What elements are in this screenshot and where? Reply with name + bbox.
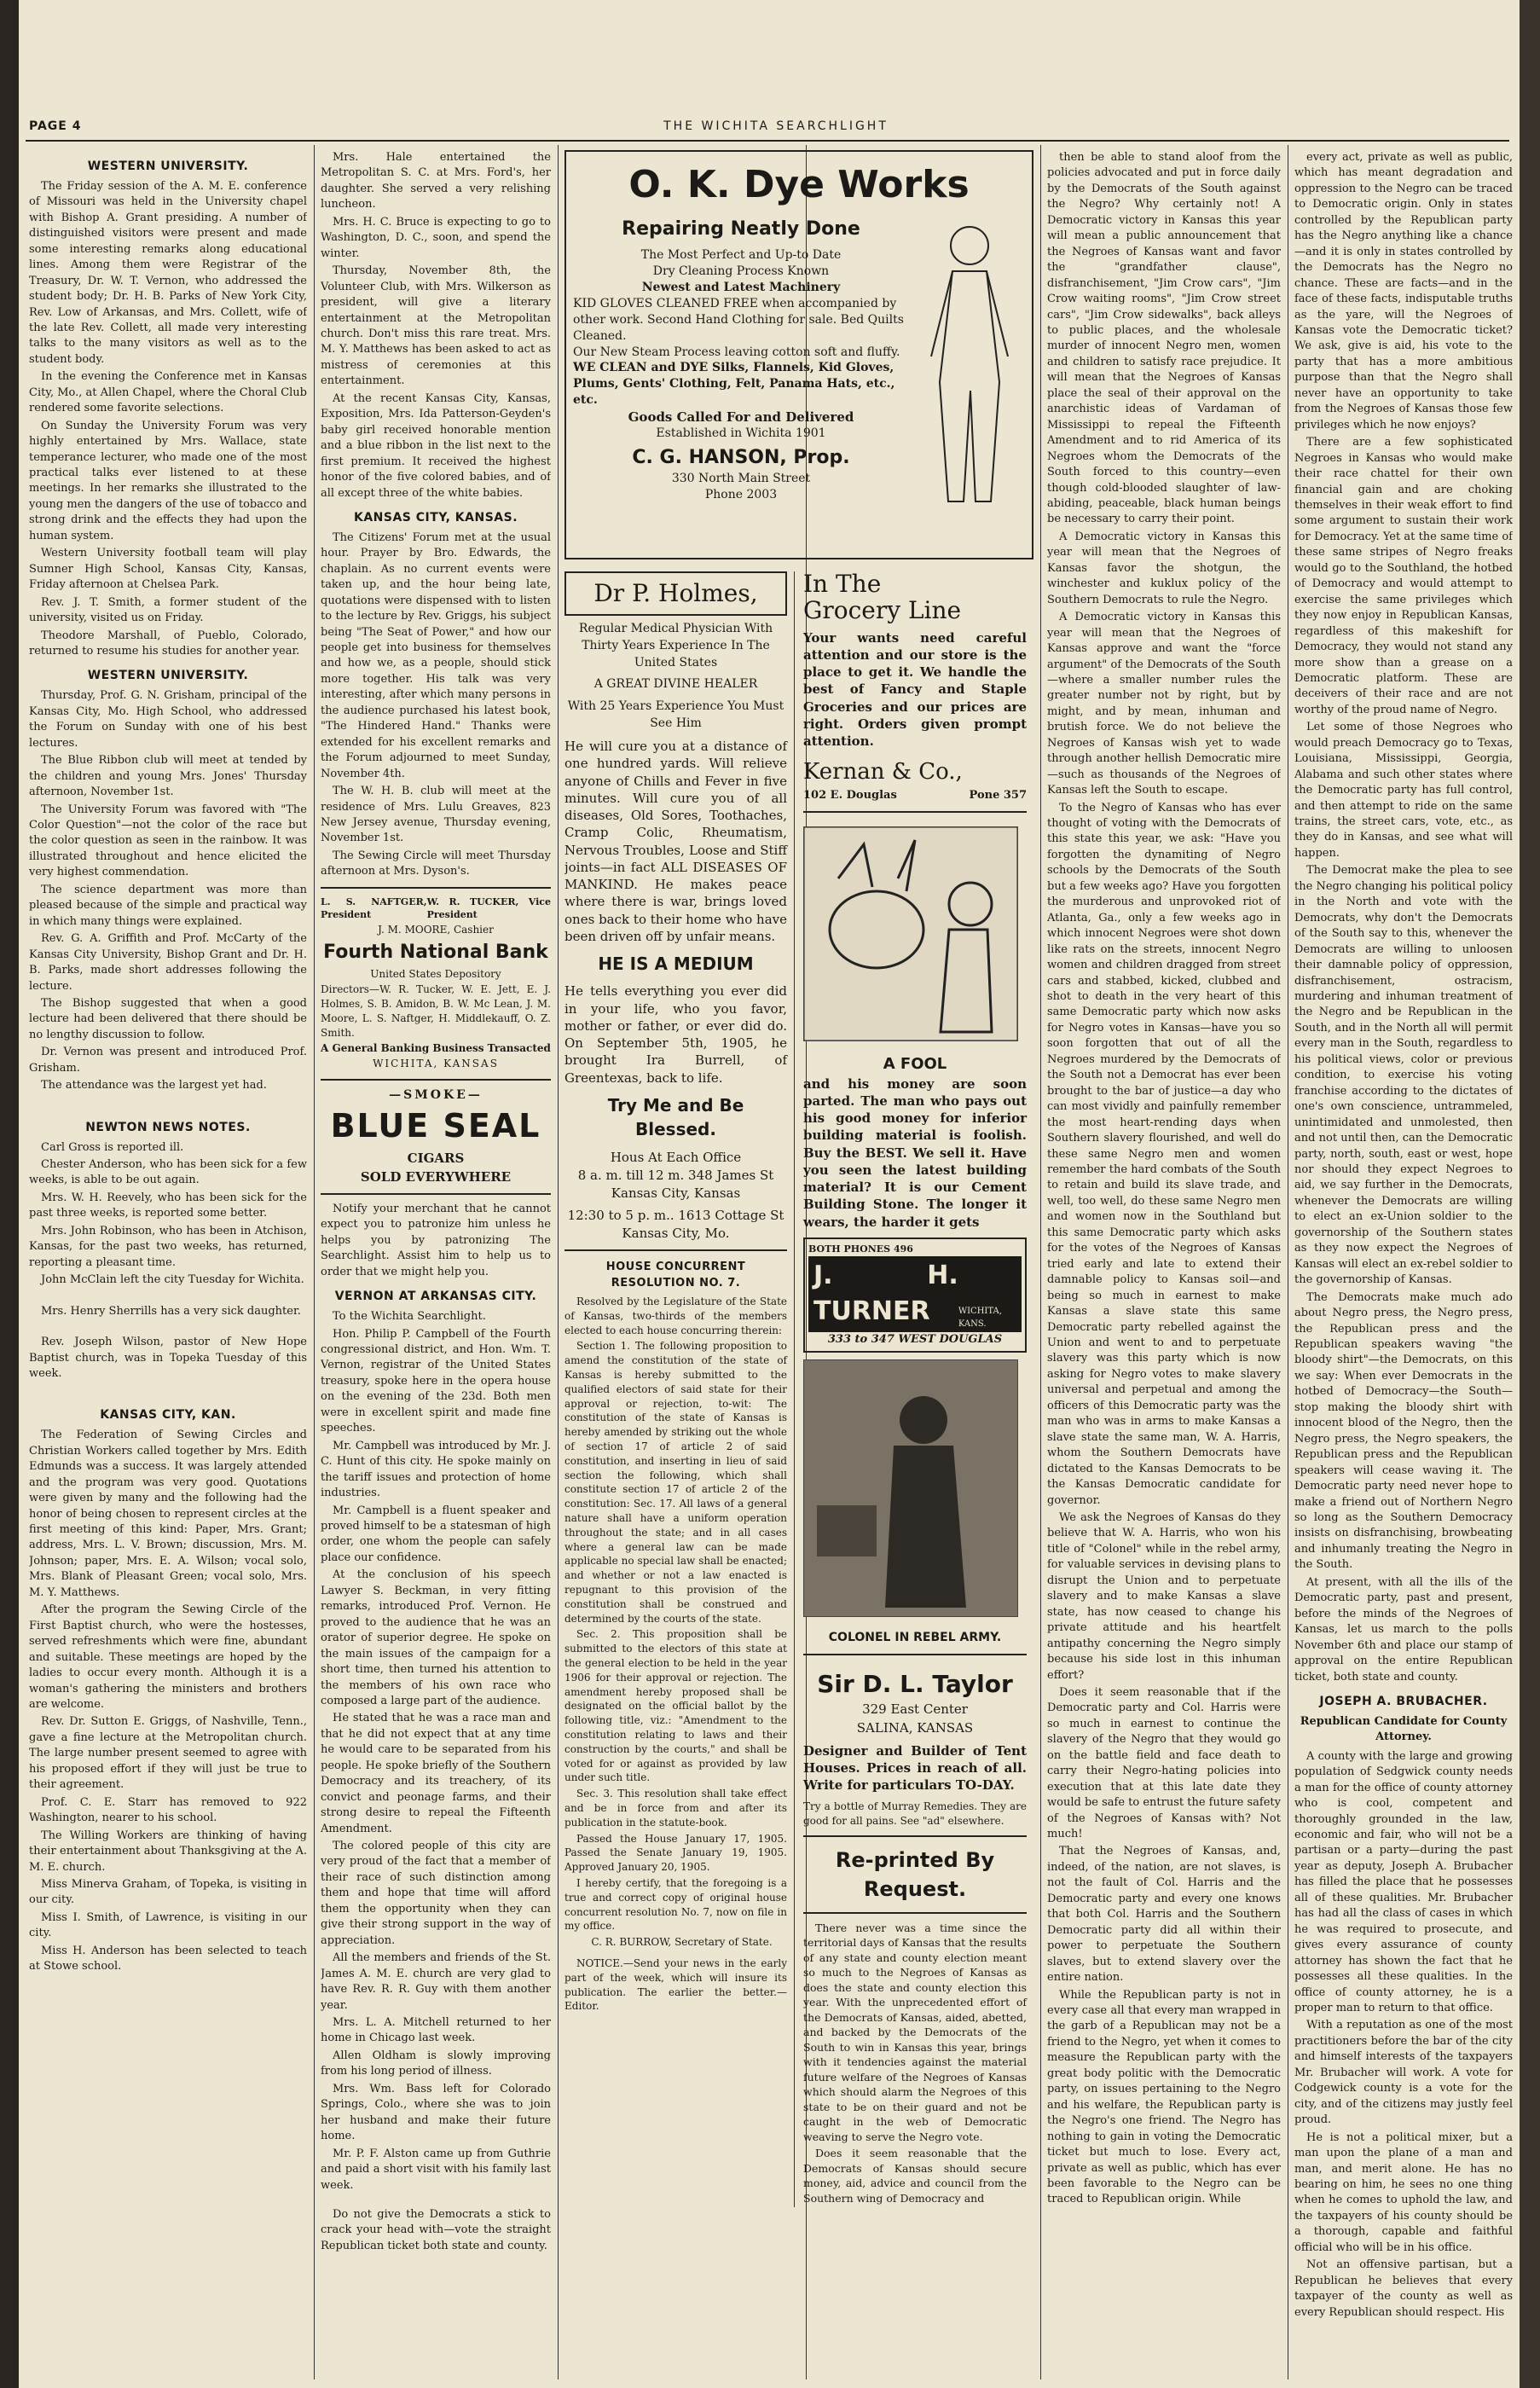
paragraph: Mrs. W. H. Reevely, who has been sick for the past three weeks, is reported some better. bbox=[29, 1191, 307, 1220]
reprinted-headline: Re-printed By Request. bbox=[835, 1847, 995, 1901]
paragraph: While the Republican party is not in every case all that every man wrapped in the garb of a Republican may not be a friend to the Negro, yet when it comes to measure the Republican party with the great body politic with the Democratic party, on issues pertaining to the Negro and his welfare, the Republican party is the Negro's one friend. The Negro has nothing to gain in voting the Democratic ticket but much to lose. Every act, private as well as public, which has ever been favorable to the Negro can be traced to Republican origin. While bbox=[1047, 1988, 1281, 2206]
holmes-line: Regular Medical Physician With Thirty Years Experience In The United States bbox=[578, 621, 773, 669]
paragraph: Thursday, Prof. G. N. Grisham, principal of the Kansas City, Mo. High School, who addressed the Forum on Sunday with one of his best lectures. bbox=[29, 689, 307, 750]
paragraph: Mrs. John Robinson, who has been in Atchison, Kansas, for the past two weeks, has returned, reporting a pleasant time. bbox=[29, 1224, 307, 1269]
page-number: PAGE 4 bbox=[29, 119, 82, 133]
column-rule bbox=[314, 145, 315, 2379]
colonel-caption: COLONEL IN REBEL ARMY. bbox=[828, 1630, 1002, 1644]
paragraph: He stated that he was a race man and that he did not expect that at any time he would care to be separated from his people. He spoke briefly of the Southern Democracy and its treachery, of its convict and peonage farms, and their strong desire to repeal the Fifteenth Amendment. bbox=[321, 1712, 551, 1835]
paragraph: Allen Oldham is slowly improving from his long period of illness. bbox=[321, 2049, 551, 2078]
paragraph: Does it seem reasonable that the Democrats of Kansas should secure money, aid, advice and council from the Southern wing of Democracy and bbox=[803, 2147, 1027, 2205]
headline: VERNON AT ARKANSAS CITY. bbox=[334, 1290, 537, 1304]
paragraph: Mr. Campbell was introduced by Mr. J. C. Hunt of this city. He spoke mainly on the tariff issues and protection of home industries. bbox=[321, 1439, 551, 1500]
dye-line: KID GLOVES CLEANED FREE when accompanied by other work. Second Hand Clothing for sale. Bed Quilts Cleaned. bbox=[573, 296, 904, 343]
scan-edge-right bbox=[1520, 0, 1540, 2388]
dye-address: 330 North Main Street bbox=[671, 471, 811, 485]
holmes-name: Dr P. Holmes, bbox=[593, 579, 758, 607]
separator bbox=[803, 1654, 1027, 1655]
column-rule bbox=[558, 145, 559, 2379]
paragraph: That the Negroes of Kansas, and, indeed, of the nation, are not slaves, is not the fault of Col. Harris and the Democratic party and every one knows that both Col. Harris and the Southern Democratic party did all within their power to perpetuate the Southern slaves, but to extend slavery over the entire nation. bbox=[1047, 1845, 1281, 1985]
column-1 bbox=[29, 150, 307, 2376]
paragraph: Does it seem reasonable that if the Democratic party and Col. Harris were so much in earnest to continue the slavery of the Negro that they would go on the battle field and face death to carry their Negro-hating policies into execution that at this late date they would be safe to entrust the future safety of the Negroes of Kansas with? Not much! bbox=[1047, 1685, 1281, 1841]
column-2 bbox=[321, 150, 551, 2376]
paragraph: John McClain left the city Tuesday for Wichita. bbox=[41, 1273, 304, 1287]
paragraph: Miss Minerva Graham, of Topeka, is visiting in our city. bbox=[29, 1878, 307, 1907]
paragraph: At the recent Kansas City, Kansas, Exposition, Mrs. Ida Patterson-Geyden's baby girl received honorable mention and a blue ribbon in the list next to the first premium. It received the highest honor of the five colored babies, and of all except three of the white babies. bbox=[321, 391, 551, 500]
bank-president: L. S. NAFTGER, President bbox=[321, 896, 427, 921]
turner-ad bbox=[803, 1237, 1027, 1353]
taylor-address: SALINA, KANSAS bbox=[856, 1719, 974, 1736]
holmes-line: 8 a. m. till 12 m. 348 James St Kansas City, Kansas bbox=[577, 1167, 774, 1202]
colonel-portrait bbox=[803, 1359, 1018, 1617]
paragraph: The Friday session of the A. M. E. conference of Missouri was held in the University chapel with Bishop A. Grant presiding. A number of distinguished visitors were present and made some interesting remarks along educational lines. Among them were Registrar of the Treasury, Dr. W. T. Vernon, who addressed the student body; Dr. H. B. Parks of New York City, Rev. Low of Arkansas, and Mrs. Collett, wife of the late Rev. Collett, all made very interesting talks to the many visitors as well as to the student body. bbox=[29, 179, 307, 366]
separator bbox=[321, 1193, 551, 1195]
paragraph: Notify your merchant that he cannot expect you to patronize him unless he helps you by patronizing The Searchlight. Assist him to help us to order that we might help you. bbox=[321, 1202, 551, 1278]
paragraph: The Citizens' Forum met at the usual hour. Prayer by Bro. Edwards, the chaplain. As no current events were taken up, and the hour being late, quotations were dispensed with to listen to the lecture by Rev. Griggs, his subject being "The Seat of Power," and how our people get into business for themselves and how we, as a people, should stick more together. His talk was very interesting, after which many persons in the audience purchased his latest book, "The Hindered Hand." Thanks were extended for his excellent remarks and the Forum adjourned to meet Sunday, November 4th. bbox=[321, 530, 551, 780]
grocery-body: Your wants need careful attention and our store is the place to get it. We handle the best of Fancy and Staple Groceries and our prices are right. Orders given prompt attention. bbox=[803, 629, 1027, 750]
dye-line: Established in Wichita 1901 bbox=[656, 426, 826, 441]
paragraph: On Sunday the University Forum was very highly entertained by Mrs. Wallace, state temperance lecturer, who made one of the most practical talks ever listened to at these meetings. In her remarks she illustrated to the young men the dangers of the use of tobacco and strong drink and the effects they had upon the human system. bbox=[29, 419, 307, 542]
dye-works-title: O. K. Dye Works bbox=[628, 163, 970, 206]
page-header bbox=[26, 116, 1509, 142]
turner-name: J. H. TURNER bbox=[813, 1260, 958, 1327]
paragraph: Western University football team will play Sumner High School, Kansas City, Kansas, Friday afternoon at Chelsea Park. bbox=[29, 547, 307, 592]
masthead: THE WICHITA SEARCHLIGHT bbox=[663, 119, 889, 133]
dye-line: Goods Called For and Delivered bbox=[628, 409, 854, 426]
smoke-label: —SMOKE— bbox=[389, 1087, 483, 1102]
paragraph: Section 1. The following proposition to amend the constitution of the state of Kansas is hereby submitted to the qualified electors of said state for their approval or rejection, to-wit: The constitution of the state of Kansas is hereby amended by striking out the whole of section 17 of article 2 of said constitution, and inserting in lieu of said section the following, which shall constitute section 17 of article 2 of the constitution: Sec. 17. All laws of a general nature shall have a uniform operation throughout the state; and in all cases where a general law can be made applicable no special law shall be enacted; and whether or not a law enacted is repugnant to this provision of the constitution shall be construed and determined by the courts of the state. bbox=[564, 1340, 787, 1625]
dye-repair: Repairing Neatly Done bbox=[622, 218, 860, 241]
turner-phone: BOTH PHONES 496 bbox=[808, 1243, 913, 1255]
holmes-line: With 25 Years Experience You Must See Him bbox=[567, 699, 784, 731]
separator bbox=[321, 887, 551, 889]
paragraph: Mrs. L. A. Mitchell returned to her home in Chicago last week. bbox=[321, 2016, 551, 2045]
paragraph: Sec. 2. This proposition shall be submitted to the electors of this state at the general election to be held in the year 1906 for their approval or rejection. The amendment hereby proposed shall be designated on the official ballot by the following title, viz.: "Amendment to the constitution relating to laws and their construction by the courts," and shall be voted for or against as provided by law under such title. bbox=[564, 1628, 787, 1784]
paragraph: The science department was more than pleased because of the simple and practical way in which many things were explained. bbox=[29, 883, 307, 928]
paragraph: Thursday, November 8th, the Volunteer Club, with Mrs. Wilkerson as president, will give a literary entertainment at the Metropolitan church. Don't miss this rare treat. Mrs. M. Y. Matthews has been asked to act as mistress of ceremonies at this entertainment. bbox=[321, 264, 551, 388]
paragraph: Mrs. Hale entertained the Metropolitan S. C. at Mrs. Ford's, her daughter. She served a very relishing luncheon. bbox=[321, 151, 551, 212]
paragraph: The Willing Workers are thinking of having their entertainment about Thanksgiving at the A. M. E. church. bbox=[29, 1829, 307, 1874]
headline: KANSAS CITY, KANSAS. bbox=[353, 510, 518, 525]
paragraph: To the Negro of Kansas who has ever thought of voting with the Democrats of this state this year, we ask: "Have you forgotten the dynamiting of Negro schools by the Democrats of the South but a few weeks ago? Have you forgotten the murderous and unprovoked riot of Atlanta, Ga., only a few weeks ago in which innocent Negroes were shot down like rats on the streets, innocent Negro women and children dragged from street cars and stabbed, kicked, clubbed and shot to death in the very heart of this same Democratic party which now asks for Negro votes in Kansas—have you so soon forgotten that out of all the Negroes murdered by the Democrats of the South not a Democrat has ever been brought to the bar of justice—a day who can most vividly and painfully remember the most heart-rending days when Southern slavery flourished, and well do these same Negro men and women remember the hard combats of the South to retain and build its slave trade, and well, too well, do these same Negro men and women now in the Southland but this same Democratic party which asks for the votes of the Negroes of Kansas tried early and late to extend their damnable policy to Kansas soil—and being so much in earnest to make Kansas a slave state this same Democratic party rebelled against the Union and went to and to perpetuate slavery was this party which is now asking for Negro votes to make slavery universal and perpetual and among the officers of this Democratic party was the man who was in arms to make Kansas a slave state the same man, W. A. Harris, whom the Southern Democrats have dictated to the Kansas Democrats to be the Kansas Democratic candidate for governor. bbox=[1047, 801, 1281, 1507]
paragraph: All the members and friends of the St. James A. M. E. church are very glad to have Rev. R. R. Guy with them another year. bbox=[321, 1951, 551, 2012]
paragraph: Rev. J. T. Smith, a former student of the university, visited us on Friday. bbox=[29, 595, 307, 625]
headline: NEWTON NEWS NOTES. bbox=[85, 1120, 251, 1134]
cigars-label: CIGARS bbox=[407, 1151, 465, 1167]
separator bbox=[803, 1835, 1027, 1837]
paragraph: In the evening the Conference met in Kansas City, Mo., at Allen Chapel, where the Choral Club rendered some favorite selections. bbox=[29, 370, 307, 415]
paragraph: The Federation of Sewing Circles and Christian Workers called together by Mrs. Edith Edmunds was a success. It was largely attended and the program was very good. Quotations were given by many and the following had the honor of being chosen to represent circles at the first meeting of this kind: Paper, Mrs. Grant; address, Mrs. L. V. Brown; discussion, Mrs. M. Johnson; paper, Mrs. E. A. Wilson; vocal solo, Mrs. Blank of Pleasant Green; vocal solo, Mrs. M. Y. Matthews. bbox=[29, 1429, 307, 1599]
paragraph: Prof. C. E. Starr has removed to 922 Washington, nearer to his school. bbox=[29, 1795, 307, 1825]
paragraph: There are a few sophisticated Negroes in Kansas who would make their race chattel for their own financial gain and are choking themselves in their weak effort to find some argument to sustain their work for Democracy. Yet at the same time of these same stripes of Negro freaks would go to the Southland, the hotbed of Democracy and would attempt to exercise the same privileges which they now enjoy in Republican Kansas, regardless of this makeshift for Democracy, they would not stand any more show than a grease on a Democratic platform. These are deceivers of their race and are not worthy of the proud name of Negro. bbox=[1294, 436, 1513, 716]
separator bbox=[564, 1249, 787, 1251]
paragraph: To the Wichita Searchlight. bbox=[333, 1310, 486, 1324]
holmes-try: Try Me and Be Blessed. bbox=[607, 1094, 744, 1140]
paragraph: Miss H. Anderson has been selected to teach at Stowe school. bbox=[29, 1944, 307, 1974]
gentleman-illustration bbox=[914, 212, 1025, 519]
paragraph: Chester Anderson, who has been sick for a few weeks, is able to be out again. bbox=[29, 1158, 307, 1187]
paragraph: A Democratic victory in Kansas this year will mean that the Negroes of Kansas favor the shotgun, the winchester and kuklux policy of the Southern Democrats to rule the Negro. bbox=[1047, 530, 1281, 606]
fool-caption: A FOOL bbox=[883, 1055, 947, 1074]
paragraph: The Bishop suggested that when a good lecture had been delivered that there should be no lengthy discussion to follow. bbox=[29, 996, 307, 1041]
paragraph: There never was a time since the territorial days of Kansas that the results of any state and county election meant so much to the Negroes of Kansas as does the state and county election this year. With the unprecedented effort of the Democrats of Kansas, aided, abetted, and backed by the Democrats of the South to win in Kansas this year, brings with it tendencies against the material future welfare of the Negroes of Kansas which should alarm the Negroes of this state to be on their guard and not be caught in the web of Democratic weaving to serve the Negro vote. bbox=[803, 1921, 1027, 2143]
paragraph: At the conclusion of his speech Lawyer S. Beckman, in very fitting remarks, introduced Prof. Vernon. He proved to the audience that he was an orator of superior degree. He spoke on the main issues of the campaign for a short time, then turned his attention to the members of his own race who composed a large part of the audience. bbox=[321, 1568, 551, 1707]
paragraph: Not an offensive partisan, but a Republican he believes that every taxpayer of the county as well as every Republican should respect. His bbox=[1294, 2258, 1513, 2319]
paragraph: At present, with all the ills of the Democratic party, past and present, before the minds of the Negroes of Kansas, let us march to the polls November 6th and place our stamp of approval on the entire Republican ticket, both state and county. bbox=[1294, 1575, 1513, 1684]
paragraph: Let some of those Negroes who would preach Democracy go to Texas, Louisiana, Mississippi, Georgia, Alabama and such other states where the Democratic party has full control, and then attempt to ride on the same trains, the street cars, vote, etc., as they do in Kansas, and see what will happen. bbox=[1294, 721, 1513, 860]
holmes-line: A GREAT DIVINE HEALER bbox=[593, 677, 758, 692]
paragraph: Mrs. Henry Sherrills has a very sick daughter. bbox=[41, 1304, 301, 1318]
grocery-title: Grocery Line bbox=[803, 595, 962, 624]
separator bbox=[803, 811, 1027, 813]
column-3 bbox=[564, 150, 1033, 2376]
bank-general: A General Banking Business Transacted bbox=[321, 1042, 551, 1055]
holmes-line: He will cure you at a distance of one hundred yards. Will relieve anyone of Chills and Fever in five minutes. Will cure you of all diseases, Old Sores, Toothaches, Cramp Colic, Rheumatism, Nervous Troubles, Loose and Stiff joints—in fact ALL DISEASES OF MANKIND. He makes peace where there is war, brings loved ones back to their home who have been driven off by unfair means. bbox=[564, 739, 787, 944]
paragraph: A county with the large and growing population of Sedgwick county needs a man for the office of county attorney who is cool, competent and thoroughly grounded in the law, economic and fair, who will not be a partisan or a party—during the past year as deputy, Joseph A. Brubacher has filled the place that he possesses all of these qualities. Mr. Brubacher has had all the class of cases in which he was required to prosecute, and gives every assurance of county attorney has shown the fact that he possesses all these qualities. In the office of county attorney, he is a proper man to return to that office. bbox=[1294, 1749, 1513, 2014]
paragraph: The Democrats make much ado about Negro press, the Negro press, the Republican press and the Republican speakers waving "the bloody shirt"—the Democrats, on this we say: When ever Democrats in the hotbed of Democracy—the South—stop making the bloody shirt with innocent blood of the Negro, then the Negro press, the Negro speakers, the Republican press and the Republican speakers will cease waving it. The Democratic party need never hope to make a friend out of Northern Negro so long as the Southern Democracy insists on disfranchising, browbeating and inhumanly treating the Negro in the South. bbox=[1294, 1290, 1513, 1572]
paragraph: The Democrat make the plea to see the Negro changing his political policy in the North and vote with the Democrats, why don't the Democrats of the South say to this, whenever the Democrats are willing to unloosen their damnable policy of oppression, disfranchisement, ostracism, murdering and inhuman treatment of the Negro and be Republican in the South, and in the North all will permit every man in the South, regardless to his political views, color or previous condition, to exercise his voting franchise according to the dictates of one's own conscience, untrammeled, unintimidated and unmolested, then and not until then, can the Democratic party, north, south, east or west, hope nor should they expect Negroes to aid, we say further in the Democrats, whenever the Democrats are willing to elect an ex-Union soldier to the governorship of the Southern states as they now expect the Negroes of Kansas will elect an ex-rebel soldier to the governorship of Kansas. bbox=[1294, 864, 1513, 1287]
paragraph: Resolved by the Legislature of the State of Kansas, two-thirds of the members elected to each house concurring therein: bbox=[564, 1295, 787, 1336]
paragraph: He is not a political mixer, but a man upon the plane of a man and man, and merit alone. He has no bearing on him, he sees no one thing when he comes to uphold the law, and the taxpayers of his county should be a thorough, capable and faithful official who will be in his office. bbox=[1294, 2130, 1513, 2254]
paragraph: then be able to stand aloof from the policies advocated and put in force daily by the Democrats of the South against the Negro? Why certainly not! A Democratic victory in Kansas this year will mean a public announcement that the Negroes of Kansas want and favor the "grandfather clause", disfranchisement, "Jim Crow cars", "Jim Crow waiting rooms", "Jim Crow street cars", "Jim Crow sidewalks", back alleys to public places, and the wholesale murder of innocent Negro men, women and children to satisfy race prejudice. It will mean that the Negroes of Kansas place the seal of their approval on the anarchistic ideas of Vardaman of Mississippi to repeal the Fifteenth Amendment and to rid America of its Negroes whom the Democrats of the South forced to this country—even though cold-blooded slaughter of law-abiding, peaceable, black human beings be necessary to carry their point. bbox=[1047, 151, 1281, 526]
dye-line: WE CLEAN and DYE Silks, Flannels, Kid Gloves, Plums, Gents' Clothing, Felt, Panama Hats, etc., etc. bbox=[573, 361, 895, 408]
paragraph: The Blue Ribbon club will meet at tended by the children and young Mrs. Jones' Thursday afternoon, November 1st. bbox=[29, 754, 307, 799]
sold-label: SOLD EVERYWHERE bbox=[360, 1168, 512, 1185]
paragraph: Passed the House January 17, 1905. Passed the Senate January 19, 1905. Approved January 20, 1905. bbox=[564, 1832, 787, 1874]
separator bbox=[321, 1079, 551, 1081]
paragraph: The W. H. B. club will meet at the residence of Mrs. Lulu Greaves, 823 New Jersey avenue, Thursday evening, November 1st. bbox=[321, 785, 551, 845]
grocery-address: 102 E. Douglas bbox=[803, 789, 897, 803]
paragraph: Mrs. Wm. Bass left for Colorado Springs, Colo., where she was to join her husband and make their future home. bbox=[321, 2082, 551, 2143]
headline: WESTERN UNIVERSITY. bbox=[87, 669, 249, 683]
bank-city: WICHITA, KANSAS bbox=[373, 1058, 499, 1070]
paragraph: The attendance was the largest yet had. bbox=[41, 1079, 267, 1093]
notice: NOTICE.—Send your news in the early part of the week, which will insure its publication. The earlier the better.—Editor. bbox=[564, 1956, 787, 2013]
headline: HOUSE CONCURRENT RESOLUTION NO. 7. bbox=[605, 1261, 746, 1290]
holmes-hours: Hous At Each Office bbox=[610, 1149, 742, 1165]
paragraph: Carl Gross is reported ill. bbox=[41, 1140, 184, 1154]
bank-ad bbox=[321, 896, 551, 1072]
taylor-address: 329 East Center bbox=[862, 1701, 968, 1718]
headline: WESTERN UNIVERSITY. bbox=[87, 159, 249, 173]
grocery-phone: Pone 357 bbox=[969, 789, 1027, 803]
scan-edge-left bbox=[0, 0, 19, 2388]
taylor-body: Designer and Builder of Tent Houses. Prices in reach of all. Write for particulars TO-DAY. bbox=[803, 1742, 1027, 1794]
paragraph: We ask the Negroes of Kansas do they believe that W. A. Harris, who won his title of "Colonel" while in the rebel army, for valuable services in devising plans to disrupt the Union and to perpetuate slavery and to make Kansas a slave state, has now ceased to change his private attitude and his heartfelt antipathy concerning the Negro simply because his side lost in this inhuman effort? bbox=[1047, 1510, 1281, 1682]
paragraph: Sec. 3. This resolution shall take effect and be in force from and after its publication in the statute-book. bbox=[564, 1788, 787, 1829]
holmes-line: 12:30 to 5 p. m.. 1613 Cottage St Kansas City, Mo. bbox=[567, 1207, 784, 1241]
taylor-name: Sir D. L. Taylor bbox=[817, 1669, 1013, 1698]
grocery-title: In The bbox=[803, 570, 882, 598]
fool-cartoon bbox=[803, 826, 1018, 1041]
column-5 bbox=[1047, 150, 1281, 2376]
dye-line: Dry Cleaning Process Known bbox=[652, 264, 830, 279]
dye-line: Newest and Latest Machinery bbox=[641, 280, 841, 294]
blue-seal-ad bbox=[321, 1087, 551, 1186]
murray-note: Try a bottle of Murray Remedies. They are good for all pains. See "ad" elsewhere. bbox=[803, 1800, 1027, 1827]
byline: Republican Candidate for County Attorney. bbox=[1300, 1714, 1508, 1744]
separator bbox=[803, 1912, 1027, 1914]
grocery-name: Kernan & Co., bbox=[803, 759, 963, 785]
bank-directors: Directors—W. R. Tucker, W. E. Jett, E. J. Holmes, S. B. Amidon, B. W. Mc Lean, J. M. Moore, L. S. Naftger, H. Middlekauff, O. Z. Smith. bbox=[321, 983, 551, 1040]
paragraph: Mrs. H. C. Bruce is expecting to go to Washington, D. C., soon, and spend the winter. bbox=[321, 215, 551, 260]
dye-line: Our New Steam Process leaving cotton soft and fluffy. bbox=[573, 345, 900, 359]
paragraph: The colored people of this city are very proud of the fact that a member of their race of such distinction among them and hope that time will afford them the opportunity when they can give their strong support in the way of appreciation. bbox=[321, 1840, 551, 1947]
bank-name: Fourth National Bank bbox=[323, 942, 548, 964]
column-rule bbox=[1040, 145, 1041, 2379]
paragraph: With a reputation as one of the most practitioners before the bar of the city and himself interests of the taxpayers Mr. Brubacher will work. A vote for Codgewick county is a vote for the city, and of the citizens may justly feel proud. bbox=[1294, 2019, 1513, 2127]
paragraph: Miss I. Smith, of Lawrence, is visiting in our city. bbox=[29, 1910, 307, 1940]
paragraph: Hon. Philip P. Campbell of the Fourth congressional district, and Hon. Wm. T. Vernon, registrar of the United States treasury, spoke here in the opera house on the evening of the 23d. Both men were in excellent spirit and made fine speeches. bbox=[321, 1327, 551, 1435]
turner-city: WICHITA, KANS. bbox=[958, 1307, 1002, 1329]
paragraph: Rev. G. A. Griffith and Prof. McCarty of the Kansas City University, Bishop Grant and Dr. H. B. Parks, made short addresses following the lecture. bbox=[29, 932, 307, 993]
bank-cashier: J. M. MOORE, Cashier bbox=[378, 924, 494, 936]
holmes-medium: HE IS A MEDIUM bbox=[598, 953, 754, 974]
bank-subtitle: United States Depository bbox=[370, 968, 501, 981]
paragraph: Do not give the Democrats a stick to crack your head with—vote the straight Republican ticket both state and county. bbox=[321, 2208, 551, 2252]
dye-works-ad bbox=[564, 150, 1033, 559]
paragraph: Mr. P. F. Alston came up from Guthrie and paid a short visit with his family last week. bbox=[321, 2147, 551, 2192]
dye-line: The Most Perfect and Up-to Date bbox=[640, 248, 842, 263]
dye-proprietor: C. G. HANSON, Prop. bbox=[632, 447, 850, 469]
holmes-line: He tells everything you ever did in your life, who you favor, mother or father, or ever did do. On September 5th, 1905, he brought Ira Burrell, of Greentexas, back to life. bbox=[564, 983, 787, 1086]
paragraph: Rev. Dr. Sutton E. Griggs, of Nashville, Tenn., gave a fine lecture at the Metropolitan church. The large number present seemed to agree with his proposed effort if they will just be true to their agreement. bbox=[29, 1715, 307, 1792]
paragraph: Dr. Vernon was present and introduced Prof. Grisham. bbox=[29, 1046, 307, 1075]
column-6 bbox=[1294, 150, 1513, 2376]
headline: KANSAS CITY, KAN. bbox=[100, 1408, 236, 1423]
dye-phone: Phone 2003 bbox=[704, 487, 778, 501]
fool-body: and his money are soon parted. The man who pays out his good money for inferior building material is foolish. Buy the BEST. We sell it. Have you seen the latest building material? It is our Cement Building Stone. The longer it wears, the harder it gets bbox=[803, 1075, 1027, 1230]
paragraph: Rev. Joseph Wilson, pastor of New Hope Baptist church, was in Topeka Tuesday of this week. bbox=[29, 1336, 307, 1380]
paragraph: A Democratic victory in Kansas this year will mean that the Negroes of Kansas approve and want the "force argument" of the Democrats of the South—where a smaller number rules the greater number not by right, but by might, and by mean, inhuman and brutish force. We do not believe the Negroes of Kansas wish yet to wade through another hellish Democratic mire—such as thousands of the Negroes of Kansas left the South to escape. bbox=[1047, 611, 1281, 797]
paragraph: The Sewing Circle will meet Thursday afternoon at Mrs. Dyson's. bbox=[321, 849, 551, 878]
blue-seal-title: BLUE SEAL bbox=[330, 1107, 541, 1145]
paragraph: After the program the Sewing Circle of the First Baptist church, who were the hostesses, served refreshments which were fine, abundant and suitable. These meetings are hoped by the ladies to occur every month. Although it is a woman's gathering the ministers and brothers are welcome. bbox=[29, 1603, 307, 1712]
column-4 bbox=[795, 571, 1027, 2207]
holmes-ad bbox=[564, 571, 795, 2207]
turner-address: 333 to 347 WEST DOUGLAS bbox=[827, 1332, 1003, 1346]
paragraph: Mr. Campbell is a fluent speaker and proved himself to be a statesman of high order, one whom the people can safely place our confidence. bbox=[321, 1504, 551, 1564]
paragraph: I hereby certify, that the foregoing is a true and correct copy of original house concurrent resolution No. 7, now on file in my office. bbox=[564, 1876, 787, 1933]
paragraph: The University Forum was favored with "The Color Question"—not the color of the race but the color question as seen in the rainbow. It was illustrated throughout and hence elicited the very highest commendation. bbox=[29, 803, 307, 879]
paragraph: Theodore Marshall, of Pueblo, Colorado, returned to resume his studies for another year. bbox=[29, 629, 307, 658]
bank-vice-president: W. R. TUCKER, Vice President bbox=[426, 896, 551, 921]
headline: JOSEPH A. BRUBACHER. bbox=[1319, 1694, 1488, 1708]
paragraph: every act, private as well as public, which has meant degradation and oppression to the Negro can be traced to Democratic origin. Only in states controlled by the Republican party has the Negro anything like a chance—and it is only in states controlled by the Democrats has the Negro no chance. These are facts—and in the face of these facts, indisputable truths as the yare, will the Negroes of Kansas vote the Democratic ticket? We ask, give is aid, his vote to the party that has a more ambitious purpose than that the Negro shall never have an opportunity to take from the Negroes of Kansas those few privileges which he now enjoys? bbox=[1294, 151, 1513, 432]
signature: C. R. BURROW, Secretary of State. bbox=[591, 1936, 773, 1949]
